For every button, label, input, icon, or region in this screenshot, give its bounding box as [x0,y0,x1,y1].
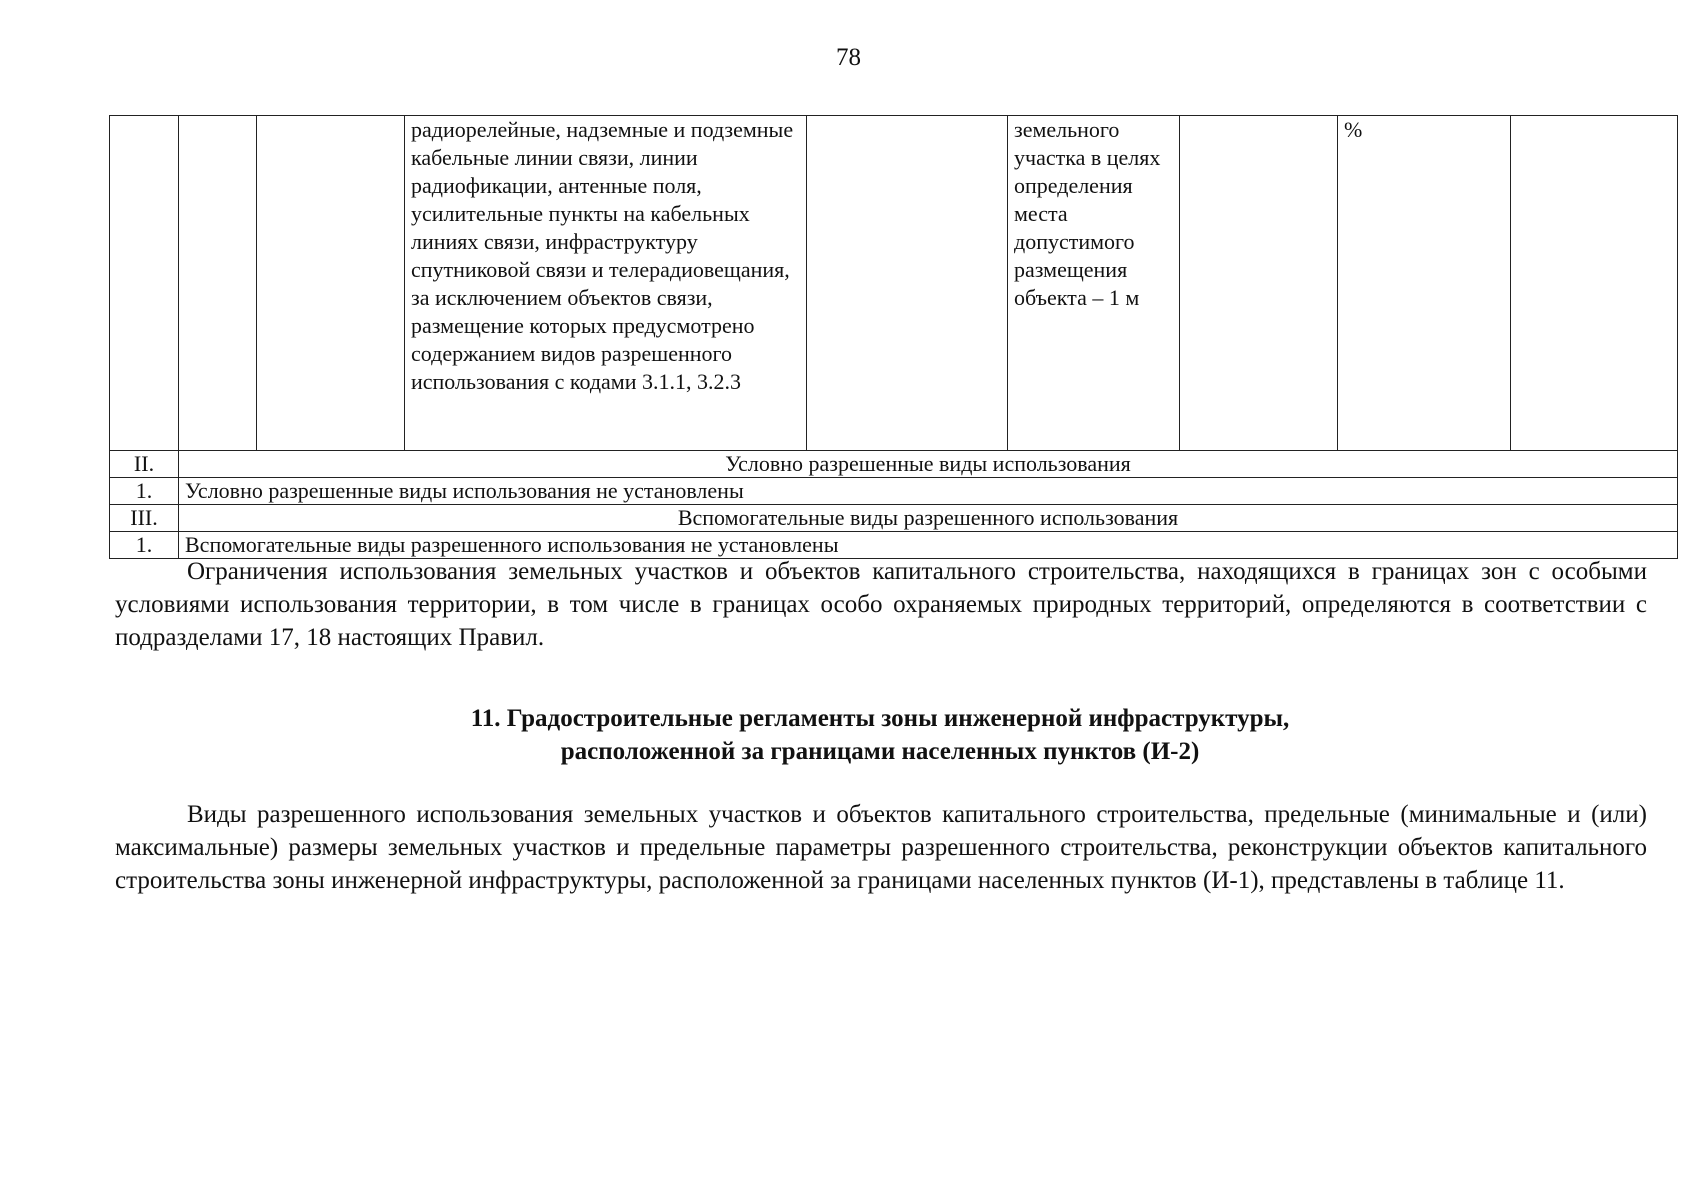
table-row [110,116,1678,451]
table-cell [1511,116,1678,451]
row-number: 1. [110,532,179,559]
percent-cell: % [1338,116,1511,451]
regulations-table [109,115,1678,559]
restriction-paragraph: Ограничения использования земельных участков и объектов капитального строительства, находящихся в границах зон с особыми условиями использования территории, в том числе в границах особо охраняемых природных территорий, определяются в соответствии с подразделами 17, 18 настоящих Правил. [115,558,1647,651]
section-heading-line-1: 11. Градостроительные регламенты зоны инженерной инфраструктуры, [470,705,1290,732]
setback-cell: земельного участка в целях определения места допустимого размещения объекта – 1 м [1008,116,1180,451]
section-number: II. [110,451,179,478]
intro-paragraph: Виды разрешенного использования земельных участков и объектов капитального строительства, предельные (минимальные и (или) максимальные) размеры земельных участков и предельные параметры разрешенного строительства, реконструкции объектов капитального строительства зоны инженерной инфраструктуры, расположенной за границами населенных пунктов (И-1), представлены в таблице 11. [115,801,1647,894]
section-header-row [110,451,1678,478]
row-text: Условно разрешенные виды использования не установлены [179,478,1678,505]
table-cell [807,116,1008,451]
table-cell [257,116,405,451]
section-number: III. [110,505,179,532]
section-title: Вспомогательные виды разрешенного использования [179,505,1678,532]
table-cell [1180,116,1338,451]
table-row [110,478,1678,505]
row-text: Вспомогательные виды разрешенного использования не установлены [179,532,1678,559]
page-number: 78 [836,44,861,71]
table-cell [179,116,257,451]
section-header-row [110,505,1678,532]
section-heading-line-2: расположенной за границами населенных пунктов (И-2) [560,738,1200,765]
row-number: 1. [110,478,179,505]
section-title: Условно разрешенные виды использования [179,451,1678,478]
use-description-cell: радиорелейные, надземные и подземные кабельные линии связи, линии радиофикации, антенные поля, усилительные пункты на кабельных линиях связи, инфраструктуру спутниковой связи и телерадиовещания, за исключением объектов связи, размещение которых предусмотрено содержанием видов разрешенного использования с кодами 3.1.1, 3.2.3 [405,116,807,451]
table-cell [110,116,179,451]
